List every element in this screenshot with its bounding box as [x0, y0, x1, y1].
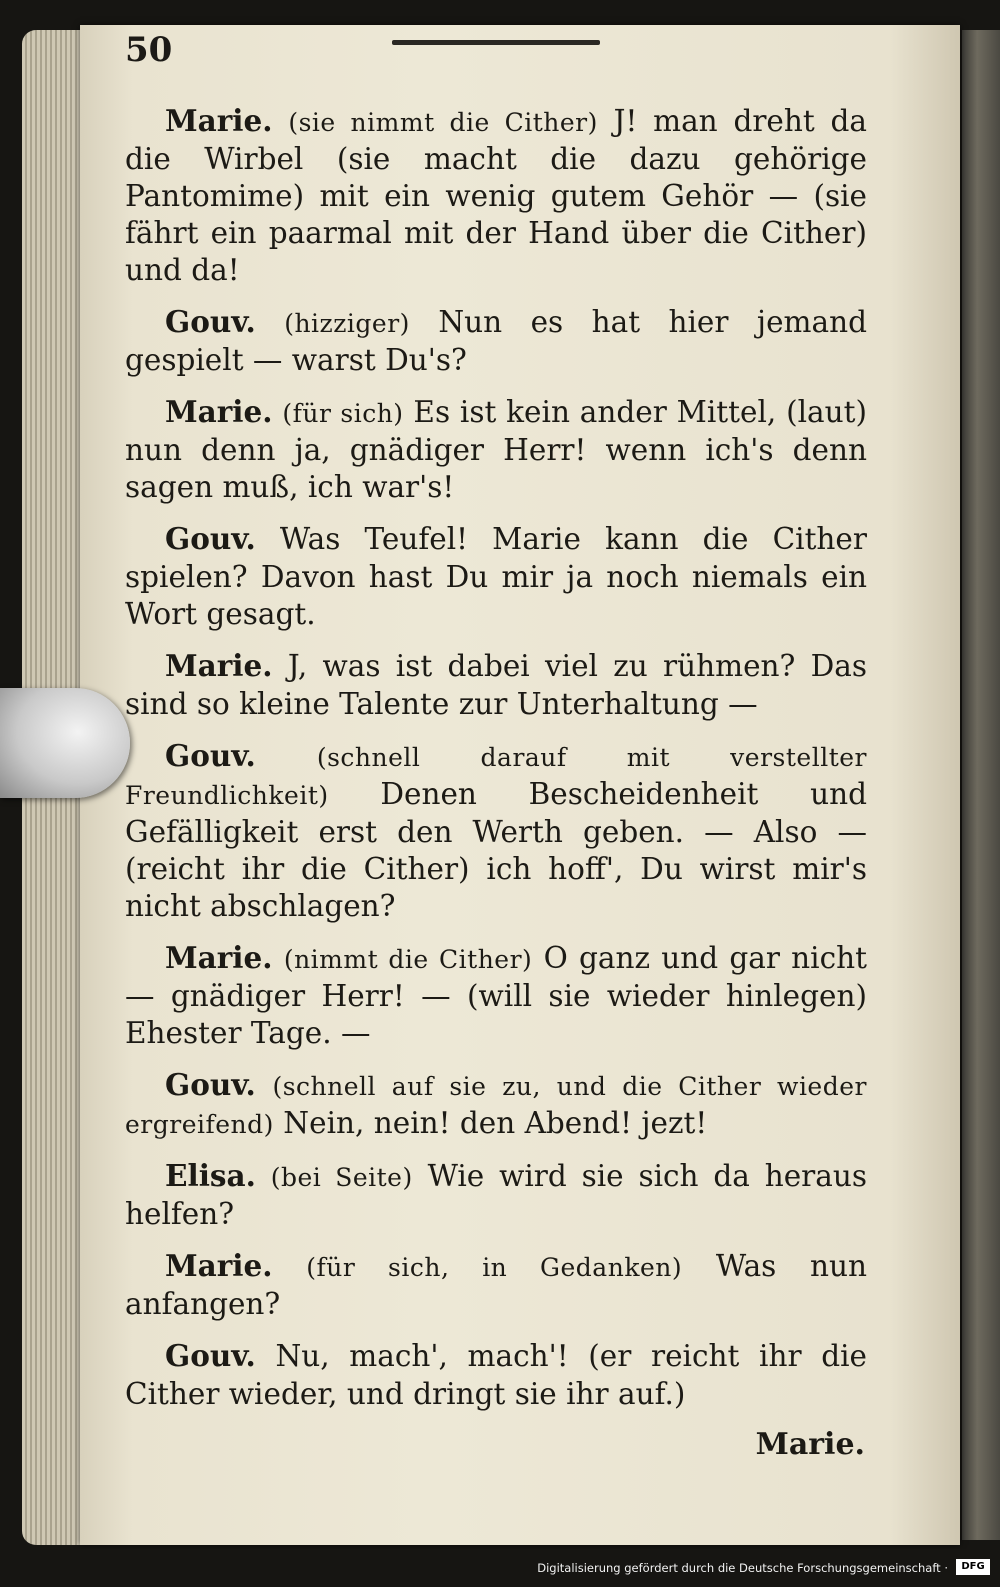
speech-text: Was Teufel! Marie kann die Cither spielen? Davon hast Du mir ja noch niemals ein Wort gesagt. [125, 522, 867, 631]
funding-credit: Digitalisierung gefördert durch die Deutsche Forschungsgemeinschaft · [537, 1561, 948, 1575]
speaker-name: Marie. [165, 648, 273, 683]
speech [125, 520, 867, 633]
speech-text: Nun es hat hier jemand gespielt — warst Du's? [125, 305, 867, 377]
speech [125, 737, 867, 925]
speaker-name: Marie. [165, 940, 273, 975]
catchword: Marie. [755, 1427, 865, 1462]
stage-direction: (nimmt die Cither) [283, 945, 533, 974]
speech-text: Nein, nein! den Abend! jezt! [283, 1106, 708, 1140]
speech-text: Nu, mach', mach'! (er reicht ihr die Cither wieder, und dringt sie ihr auf.) [125, 1339, 867, 1411]
speaker-name: Gouv. [165, 1067, 256, 1102]
speech-text: Wie wird sie sich da heraus helfen? [125, 1159, 867, 1231]
speaker-name: Elisa. [165, 1158, 256, 1193]
speech [125, 1066, 867, 1143]
speech [125, 1157, 867, 1233]
footer-bar [0, 1549, 1000, 1587]
speech-text: J, was ist dabei viel zu rühmen? Das sind so kleine Talente zur Unterhaltung — [125, 649, 867, 721]
speech-text: Was nun anfangen? [125, 1249, 867, 1321]
speaker-name: Marie. [165, 394, 273, 429]
play-text [125, 102, 867, 1427]
speech-text: O ganz und gar nicht — gnädiger Herr! — (will sie wieder hinlegen) Ehester Tage. — [125, 941, 867, 1050]
speech [125, 1247, 867, 1323]
speaker-name: Gouv. [165, 304, 256, 339]
stage-direction: (schnell darauf mit verstellter Freundlichkeit) [125, 743, 867, 810]
stage-direction: (schnell auf sie zu, und die Cither wieder ergreifend) [125, 1072, 867, 1139]
header-rule [392, 40, 600, 45]
stage-direction: (für sich) [282, 399, 404, 428]
speaker-name: Gouv. [165, 521, 256, 556]
dfg-logo: DFG [956, 1559, 990, 1575]
speech [125, 939, 867, 1052]
stage-direction: (hizziger) [284, 309, 410, 338]
speech [125, 393, 867, 506]
stage-direction: (bei Seite) [270, 1163, 413, 1192]
speech [125, 102, 867, 289]
speech [125, 1337, 867, 1413]
speech-text: Denen Bescheidenheit und Gefälligkeit erst den Werth geben. — Also — (reicht ihr die Cither) ich hoff', Du wirst mir's nicht abschlagen? [125, 777, 867, 923]
stage-direction: (sie nimmt die Cither) [288, 108, 598, 137]
page-number: 50 [125, 30, 173, 70]
next-page-edge [962, 30, 1000, 1540]
stage-direction: (für sich, in Gedanken) [306, 1253, 683, 1282]
speaker-name: Gouv. [165, 1338, 256, 1373]
speech-text: Es ist kein ander Mittel, (laut) nun denn ja, gnädiger Herr! wenn ich's denn sagen muß, ich war's! [125, 395, 867, 504]
speech [125, 647, 867, 723]
speech-text: J! man dreht da die Wirbel (sie macht die dazu gehörige Pantomime) mit ein wenig gutem Gehör — (sie fährt ein paarmal mit der Hand über die Cither) und da! [125, 104, 867, 287]
speaker-name: Marie. [165, 103, 273, 138]
speaker-name: Gouv. [165, 738, 256, 773]
speaker-name: Marie. [165, 1248, 273, 1283]
speech [125, 303, 867, 379]
page-clip [0, 688, 130, 798]
